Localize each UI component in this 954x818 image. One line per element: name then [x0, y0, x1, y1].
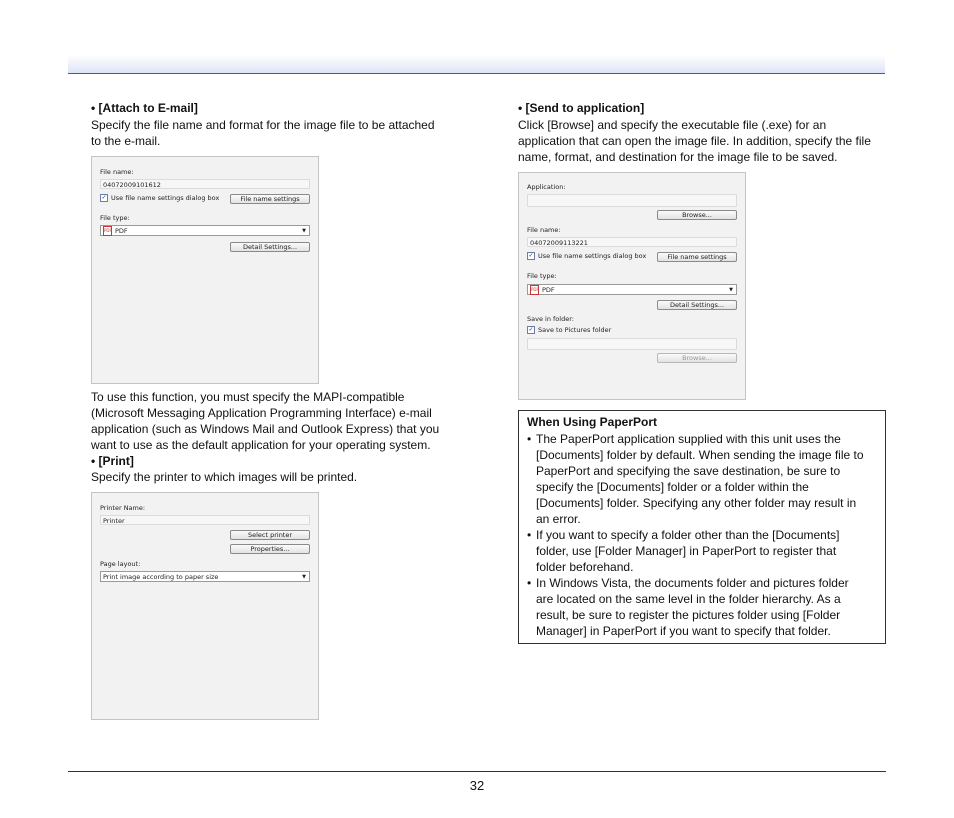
print-heading: • [Print]	[91, 454, 134, 468]
browse-folder-button: Browse...	[657, 353, 737, 363]
dropdown-arrow-icon: ▼	[729, 287, 733, 293]
dropdown-arrow-icon: ▼	[302, 574, 306, 580]
note-2-line-2: folder, use [Folder Manager] in PaperPort to register that	[536, 544, 837, 558]
note-3-line-4: Manager] in PaperPort if you want to specify that folder.	[536, 624, 831, 638]
folder-path-field	[527, 338, 737, 350]
file-type-value: PDF	[115, 227, 128, 235]
note-2-line-3: folder beforehand.	[536, 560, 634, 574]
note-bullet-3	[527, 575, 879, 639]
mapi-line-3: application (such as Windows Mail and Outlook Express) that you	[91, 422, 440, 436]
note-1-line-3: PaperPort and specifying the save destination, be sure to	[536, 464, 841, 478]
mapi-line-1: To use this function, you must specify the MAPI-compatible	[91, 390, 405, 404]
send-settings-dialog	[518, 172, 746, 400]
bullet-dot: •	[527, 576, 532, 590]
browse-button[interactable]: Browse...	[657, 210, 737, 220]
bullet-dot: •	[527, 528, 532, 542]
note-3-line-1: In Windows Vista, the documents folder and pictures folder	[536, 576, 849, 590]
send-app-line-1: Click [Browse] and specify the executable file (.exe) for an	[518, 118, 827, 132]
footer-rule	[68, 771, 886, 772]
header-band	[68, 55, 885, 74]
file-name-field[interactable]: 04072009113221	[527, 237, 737, 247]
note-1-line-6: an error.	[536, 512, 581, 526]
application-label: Application:	[527, 183, 566, 191]
note-3-line-2: are located on the same level in the folder hierarchy. As a	[536, 592, 841, 606]
note-2-line-1: If you want to specify a folder other than the [Documents]	[536, 528, 840, 542]
dropdown-arrow-icon: ▼	[302, 228, 306, 234]
print-desc: Specify the printer to which images will be printed.	[91, 470, 358, 484]
file-name-field[interactable]: 04072009101612	[100, 179, 310, 189]
page-layout-value: Print image according to paper size	[103, 573, 219, 581]
file-name-settings-button[interactable]: File name settings	[657, 252, 737, 262]
note-bullet-1	[527, 431, 879, 527]
note-3-line-3: result, be sure to register the pictures folder using [Folder	[536, 608, 841, 622]
mapi-line-2: (Microsoft Messaging Application Programming Interface) e-mail	[91, 406, 432, 420]
file-type-value: PDF	[542, 286, 555, 294]
page-layout-label: Page layout:	[100, 560, 141, 568]
select-printer-button[interactable]: Select printer	[230, 530, 310, 540]
pdf-icon: PDF	[530, 285, 539, 295]
note-1-line-2: [Documents] folder by default. When sending the image file to	[536, 448, 864, 462]
checkbox-checked-icon: ✓	[101, 194, 107, 201]
use-dialog-label: Use file name settings dialog box	[111, 194, 220, 202]
note-list	[527, 431, 879, 639]
file-type-select[interactable]	[527, 284, 737, 295]
use-dialog-checkbox[interactable]	[527, 252, 646, 260]
use-dialog-label: Use file name settings dialog box	[538, 252, 647, 260]
printer-name-label: Printer Name:	[100, 504, 146, 512]
file-type-label: File type:	[100, 214, 130, 222]
page-layout-select[interactable]	[100, 571, 310, 582]
note-bullet-2	[527, 527, 879, 575]
attach-email-desc-line2: to the e-mail.	[91, 134, 161, 148]
attach-email-heading: • [Attach to E-mail]	[91, 101, 198, 115]
send-app-line-2: application that can open the image file. In addition, specify the file	[518, 134, 871, 148]
print-settings-dialog	[91, 492, 319, 720]
file-name-label: File name:	[100, 168, 134, 176]
save-in-folder-label: Save in folder:	[527, 315, 574, 323]
mapi-line-4: want to use as the default application for your operating system.	[91, 438, 431, 452]
save-to-pictures-checkbox[interactable]	[527, 326, 611, 334]
detail-settings-button[interactable]: Detail Settings...	[230, 242, 310, 252]
printer-name-field[interactable]: Printer	[100, 515, 310, 525]
send-app-heading: • [Send to application]	[518, 101, 645, 115]
send-app-line-3: name, format, and destination for the image file to be saved.	[518, 150, 838, 164]
properties-button[interactable]: Properties...	[230, 544, 310, 554]
bullet-dot: •	[527, 432, 532, 446]
file-type-select[interactable]	[100, 225, 310, 236]
page-number: 32	[469, 778, 485, 793]
file-type-label: File type:	[527, 272, 557, 280]
save-to-pictures-label: Save to Pictures folder	[538, 326, 612, 334]
paperport-note-box	[518, 410, 886, 644]
checkbox-checked-icon: ✓	[528, 326, 534, 333]
detail-settings-button[interactable]: Detail Settings...	[657, 300, 737, 310]
application-path-field[interactable]	[527, 194, 737, 207]
use-dialog-checkbox[interactable]	[100, 194, 219, 202]
file-name-settings-button[interactable]: File name settings	[230, 194, 310, 204]
note-title: When Using PaperPort	[527, 415, 658, 429]
pdf-icon: PDF	[103, 226, 112, 236]
note-1-line-1: The PaperPort application supplied with this unit uses the	[536, 432, 841, 446]
note-1-line-5: [Documents] folder. Specifying any other folder may result in	[536, 496, 857, 510]
note-1-line-4: specify the [Documents] folder or a folder within the	[536, 480, 809, 494]
email-settings-dialog	[91, 156, 319, 384]
checkbox-checked-icon: ✓	[528, 252, 534, 259]
attach-email-desc-line1: Specify the file name and format for the image file to be attached	[91, 118, 435, 132]
file-name-label: File name:	[527, 226, 561, 234]
